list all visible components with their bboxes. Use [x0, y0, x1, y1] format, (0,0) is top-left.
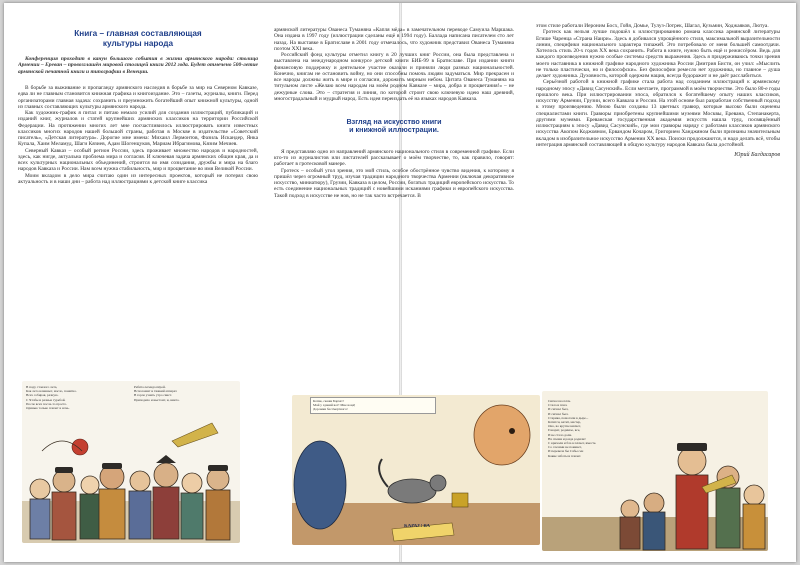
illustration-caption-2: Ребята легенда пёрой. Всполошит и тяжкий аппарат. В горле узнать утро свист. Приходило и выстоит, и, никто. — [134, 385, 180, 402]
lead-paragraph: Конференция проходит в канун большого события в жизни армянского народа: столица Армении – Ереван – провозглашён мировой столицей книги 2012 года. Будет отмечено 500-летие армянской печатной книги и типографии в Венеции. — [18, 56, 258, 75]
column-left — [18, 25, 258, 373]
paragraph: В борьбе за выживание и пропаганду армянского наследия в борьбе за мир на Северном Кавказе, едва ли не главным становится книжная графика и книгоиздание. Это – газеты, журналы, книги. Перед организаторами главная задача: сохранить и преумножить богатейший опыт книжной культуры, одной из главных составляющих культуры армянского народа. — [18, 85, 258, 110]
paragraph: этом стиле работали Иероним Босх, Гойя, Домье, Тулуз-Лотрек, Шагал, Кузьмин, Ходжаяков, Лютуа. — [536, 23, 769, 29]
paragraph: армянской литературы Ованеса Туманяна «Капля мёда» в замечательном переводе Самуила Маршака. Она издана в 1997 году (иллюстрации сделаны ещё в 1994 году). Баллада написана писателем сто лет назад. На выставке в Братиславе в 2001 году отмечалось, что художник представил Ованеса Туманяна поэтом XXI века. — [274, 27, 514, 52]
cat-drawing — [292, 395, 540, 545]
title-line-1: Книга – главная составляющая — [74, 29, 202, 38]
paragraph: Серьёзной работой в книжной графике стала работа над созданием иллюстраций к армянскому народному эпосу «Давид Сасунский». Если мечтаете, программой в моём творчестве. Это было 80-е годы прошлого века. При иллюстрировании эпоса, обратился к богатейшему опыту наших классиков, искусству Армении, Грузии, всего Кавказа и России. На этой основе был разработан собственный подход к этому произведению. Мною были созданы 13 цветных гравюр, которые высоко были оценены специалистами книги. Гравюры приобретены крупнейшими музеями Москвы, Еревана, Степанакерта, другими музеями. Ереванская государственная академия искусств нашла труд, посвящённый иллюстрациям к эпосу «Давид Сасунский», где мои гравюры наряду с работами классиков армянского искусства Акопом Коджояном, Ервандом Кочаром, Григорием Ханджяном были признаны значительным вкладом в изобразительное искусство Армении XX века. Поиски продолжаются, и надо делать всё, чтобы интеграция армянской составляющей в общую культуру народов Кавказа была достойной. — [536, 79, 780, 148]
sign-text: КАРАУ! ВА — [404, 524, 431, 529]
column-right — [536, 23, 780, 363]
illustration-cat — [292, 395, 540, 545]
illustration-crowd — [22, 381, 240, 543]
illustration-caption: В пору стоялого лета, Как лето начинает, масло, понятно. Всех собирая, разную. С Чтобы и разные гурьбой. После всех после-то просто. Одинью только плачет в ночь. — [26, 385, 77, 411]
subhead-line-1: Взгляд на искусство книги — [346, 117, 442, 126]
article-title — [18, 29, 258, 48]
illustration-crowd-right — [542, 391, 768, 551]
paragraph: Гротеск как нельзя лучше подошёл к иллюстрированию романа классика армянской литературы Егише Чаренца «Страна Наири». Здесь я добивался упрощённого стиля, максимальной выразительности линии, специфики национального характера типажей. Это потребовало от меня большей самоотдачи. Хотелось стиль 20-х годов XX века сохранить. Работа в книге, нужно быть ещё и режиссёром. Ведь для каждого произведения нужно особые системы средств выражения. Здесь я придерживаюсь точки зрения моего наставника в книжной графике народного художника России Дмитрия Бисти, он учил: «Мыслить не только пластически, но и философски». Без философии ремесло нет художника, но главное – душа делает художника. Духовность, которой одержим нация, всегда будоражит и не даёт расслабиться. — [536, 29, 780, 79]
paragraph: Как художник-график я питал и питаю немало усилий для создания иллюстраций, публикаций и изданий книг, журналов и статей крупнейших армянских классиков на территории Российской Федерации. На протяжении многих лет мне посчастливилось иллюстрировать книги известных классиков многих народов нашей большой страны, работая в Москве в издательстве «Советский писатель», «Детская литература». Дорогие мне имена: Михаил Лермонтов, Фазиль Искандер, Янка Купала, Хаим Меламуд, Шаги Кязиев, Адам Шогенцуков, Мариам Ибрагимова, Кязим Мечиев. — [18, 110, 258, 148]
paragraph: Моим вкладом в дело мира считаю один из интересных проектов, который не потерял свою актуальность и в наши дни – работа над иллюстрациями к детской книге классика — [18, 172, 258, 185]
speech-bubble: Котик, скажи Бархат! Мой у зданий вот! Мне вонд! Дорожки бессмертного! — [310, 397, 436, 414]
title-line-2: культуры народа — [102, 38, 174, 48]
column-middle — [274, 27, 514, 375]
paragraph: Гротеск – особый угол зрения, это мой стиль, особое обострённое чувство видения, к которому я пришёл через огромный труд, изучая традиции народного творчества Армении (включая декоративное искусство, миниатюру), Грузии, Кавказа в целом, России, богатых традиций европейского искусства. То есть соединение национальных традиций с новейшими исканиями графики и европейского искусства. Такой подход в искусстве не нов, но не так часто встречается. В — [274, 167, 514, 199]
paragraph: Северный Кавказ – особый регион России, здесь проживает множество народов и народностей, здесь, как нигде, актуальна проблема мира и согласия. И ключевая задача армянских общин края, да и всех культурных национальных объединений, строится во имя созидания, дружбы и мира на благо народов Кавказа и России. Нам всем нужна стабильность, мир и процветание во имя Великой России. — [18, 147, 258, 173]
paragraph: Российский фонд культуры отметил книгу в 20 лучших книг России, она была представлена и выставлена на международном конкурсе детской книги БИБ-99 в Братиславе. При издании книги финансовую поддержку и деятельное участие оказали и приняли люди разных национальностей. Конечно, книгам не остановить войну, но они способны помочь людям задуматься. Мир прекрасен и все народы должны жить в мире и согласии, дорожить мирным небом. Цитата Ованеса Туманяна на титульном листе «Желаю всем народам на моём родном Кавказе – мира, добра и процветания!» – не дежурные слова. Это – стратегия и линия, по которой строит свою ключевую идею наш древний, многострадальный и мудрый народ. Есть идея переиздать её на языках народов Кавказа. — [274, 52, 514, 102]
book-spread — [4, 3, 796, 562]
paragraph: Я представляю одно из направлений армянского национального стиля в современной графике. Если кто-то из журналистов или листателей рассказывает о моём творчестве, то, как правило, говорят: работает в гротесковой манере. — [274, 148, 514, 168]
illustration-caption: Сигнал на плач. Стала и плач. И сигнал был, И сигнал был. Старика, помогали в дыре... Катится, катит, мастер, Оно, во крутне кисиет, Говорят, родимое, все, И не стало доли. На спеши и разда родили! С кричали и бла в плачет, вместе. Со слезами не покинет, И перевела бы Сабы сен Какие заботы и плачет. — [548, 399, 597, 458]
subhead-line-2: и книжной иллюстрации. — [349, 125, 439, 135]
author-signature: Юрий Багдасаров — [734, 152, 780, 158]
section-heading — [274, 118, 514, 135]
